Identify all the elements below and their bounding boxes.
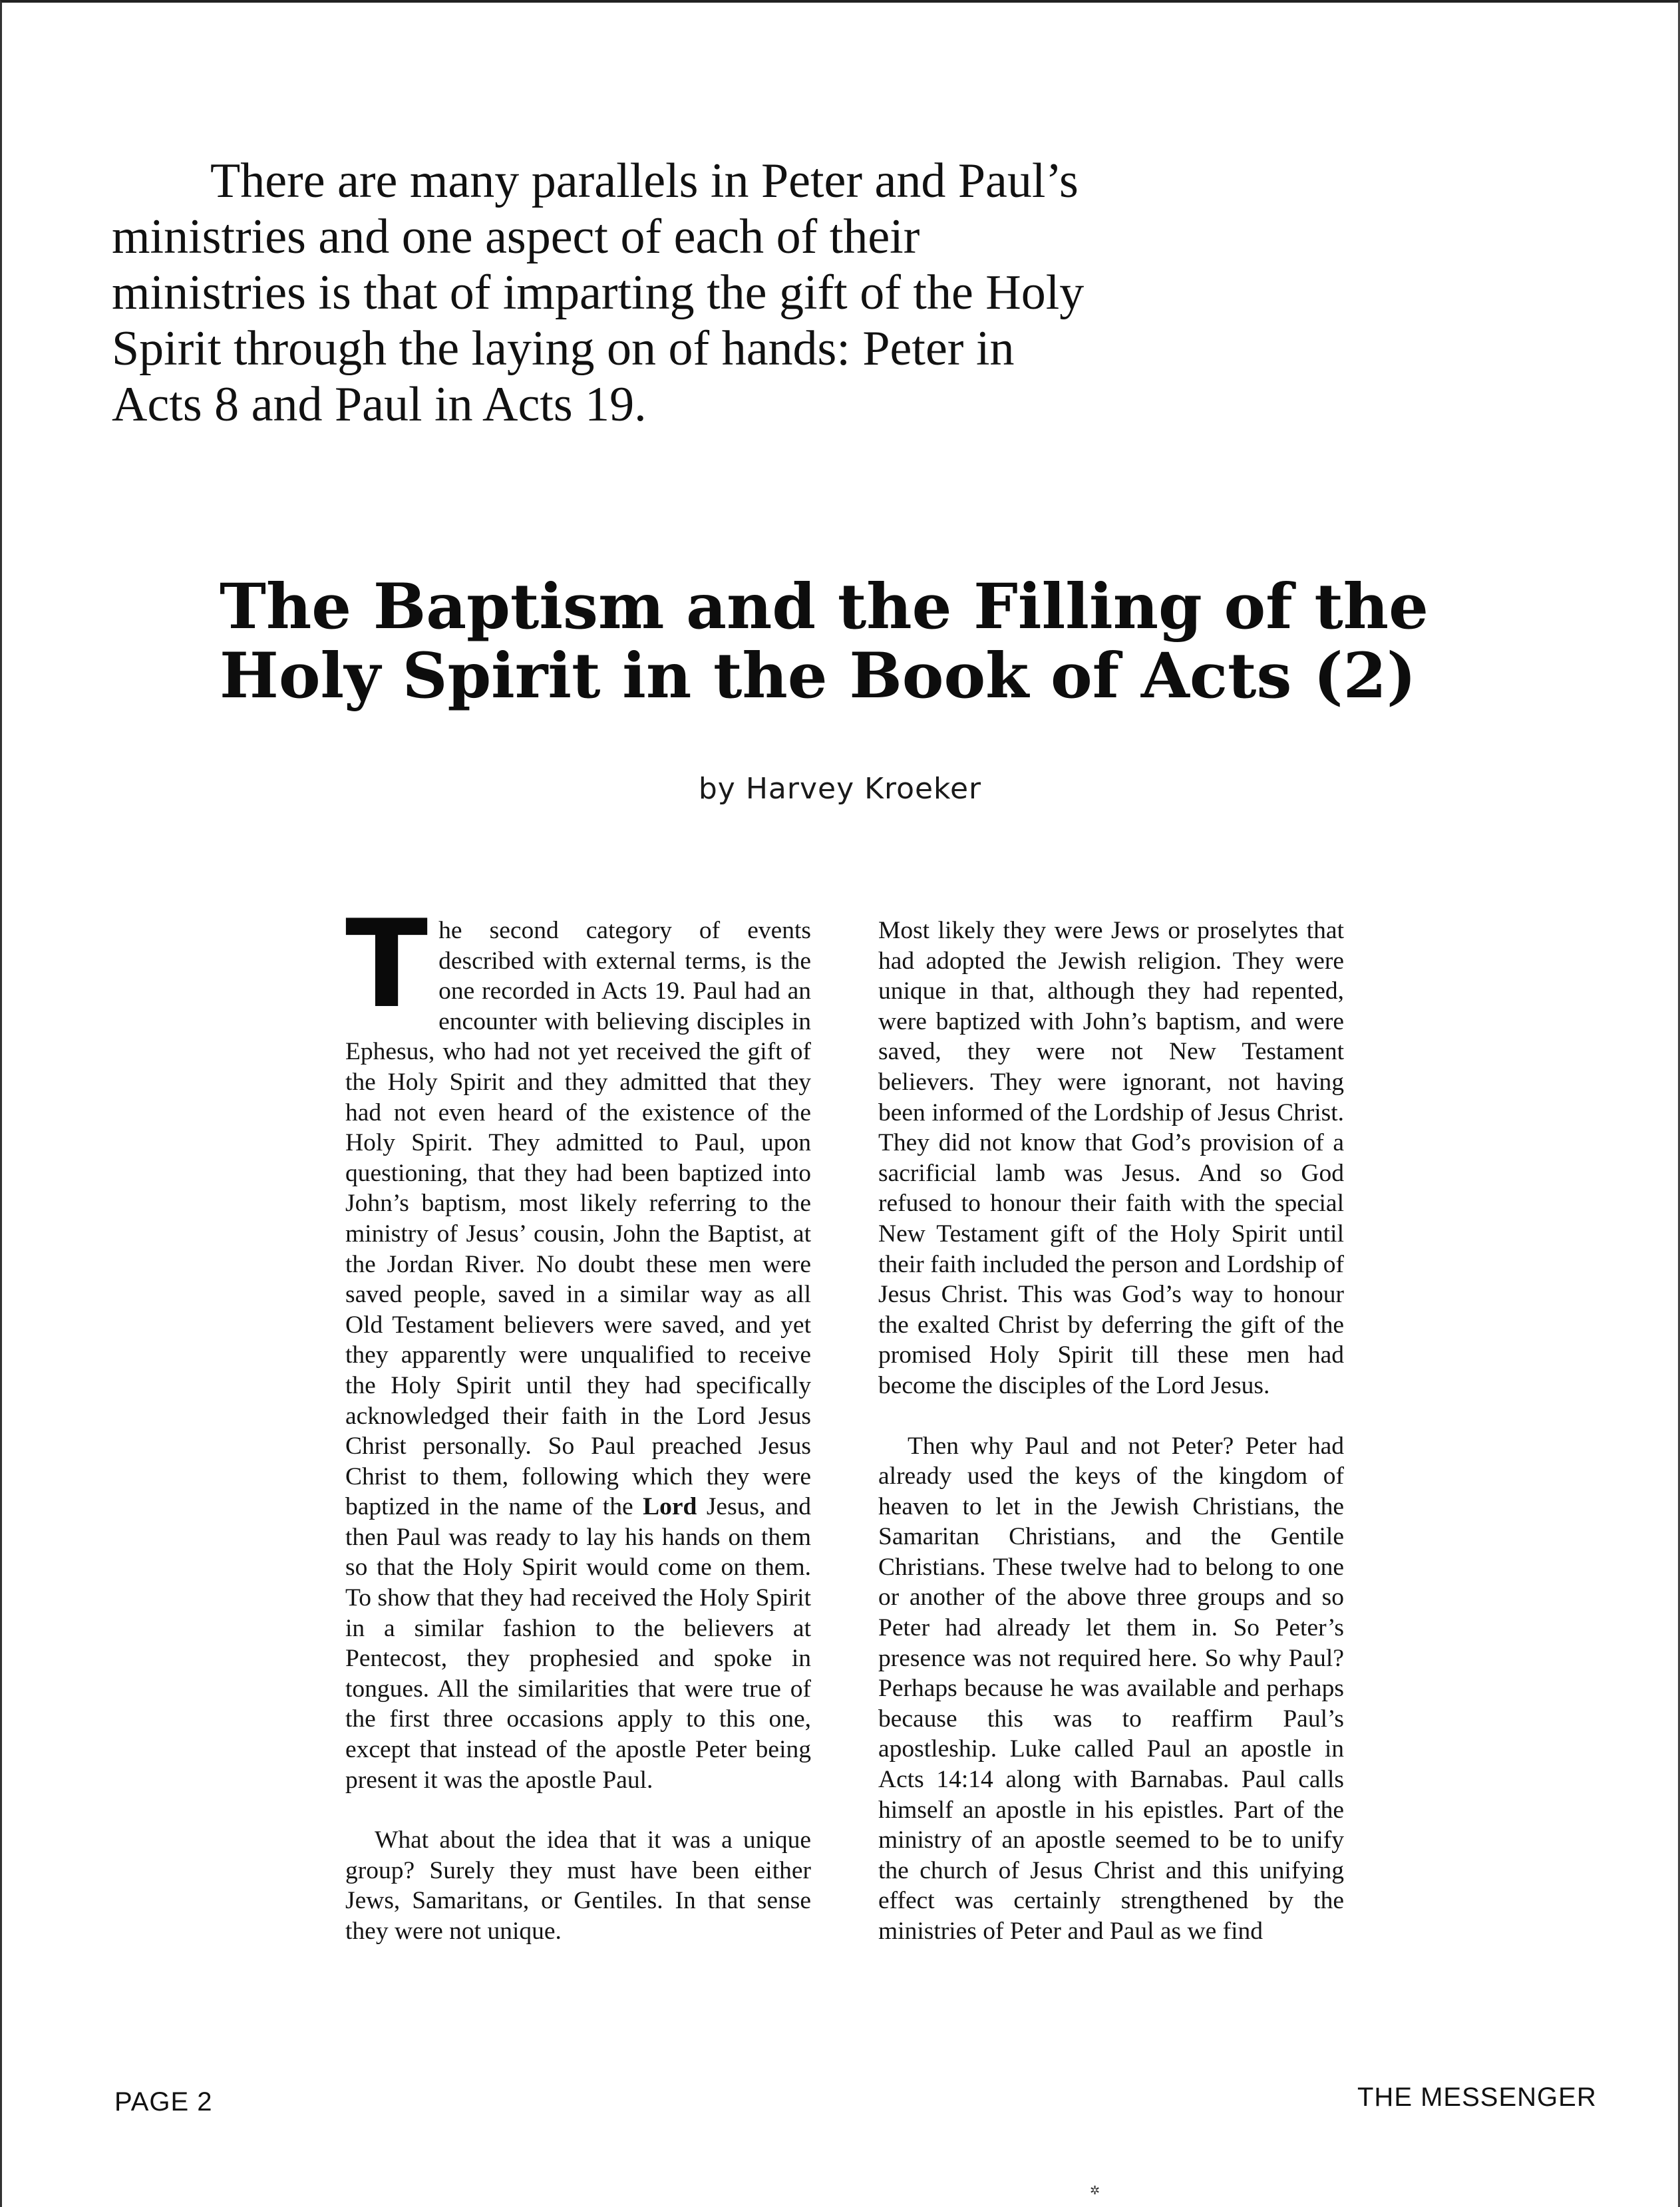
paragraph-2: What about the idea that it was a unique group? Surely they must have been either Jews, Samaritans, or Gentiles. In that sense they were not unique.	[345, 1826, 811, 1945]
paragraph-3: Most likely they were Jews or proselytes that had adopted the Jewish religion. They were unique in that, although they had repented, were baptized with John’s baptism, and were saved, they were not New Testament believers. They were ignorant, not having been informed of the Lordship of Jesus Christ. They did not know that God’s provision of a sacrificial lamb was Jesus. And so God refused to honour their faith with the special New Testament gift of the Holy Spirit until their faith included the person and Lordship of Jesus Christ. This was God’s way to honour the exalted Christ by deferring the gift of the promised Holy Spirit till these men had become the disciples of the Lord Jesus.	[878, 917, 1344, 1399]
pull-quote: There are many parallels in Peter and Paul’s ministries and one aspect of each of their ministries is that of imparting the gift of the Holy Spirit through the laying on of hands: Peter in Acts 8 and Paul in Acts 19.	[112, 154, 1085, 432]
publication-name: THE MESSENGER	[1357, 2083, 1597, 2112]
byline: by Harvey Kroeker	[698, 772, 982, 806]
title-line-2: Holy Spirit in the Book of Acts (2)	[220, 639, 1417, 713]
article-title	[220, 572, 1484, 711]
paragraph-4: Then why Paul and not Peter? Peter had already used the keys of the kingdom of heaven to let in the Jewish Christians, the Samaritan Christians, and the Gentile Christians. These twelve had to belong to one or another of the above three groups and so Peter had already let them in. So Peter’s presence was not required here. So why Paul? Perhaps because he was available and perhaps because this was to reaffirm Paul’s apostleship. Luke called Paul an apostle in Acts 14:14 along with Barnabas. Paul calls himself an apostle in his epistles. Part of the ministry of an apostle seemed to be to unify the church of Jesus Christ and this unifying effect was certainly strengthened by the ministries of Peter and Paul as we find	[878, 1432, 1344, 1945]
paragraph-1-start: he second category of events described with external terms, is the one recorded in Acts 19. Paul had an encounter with believing disciples in Ephesus, who had not yet received the gift of the Holy Spirit and they admitted that they had not even heard of the existence of the Holy Spirit. They admitted to Paul, upon questioning, that they had been baptized into John’s baptism, most likely referring to the ministry of Jesus’ cousin, John the Baptist, at the Jordan River. No doubt these men were saved people, saved in a similar way as all Old Testament believers were saved, and yet they apparently were unqualified to receive the Holy Spirit until they had specifically acknowledged their faith in the Lord Jesus Christ personally. So Paul preached Jesus Christ to them, following which they were baptized in the name of the	[345, 917, 811, 1521]
drop-cap: T	[345, 894, 428, 1035]
paragraph-1-end: Jesus, and then Paul was ready to lay his hands on them so that the Holy Spirit would come on them. To show that they had received the Holy Spirit in a similar fashion to the believers at Pentecost, they prophesied and spoke in tongues. All the similarities that were true of the first three occasions apply to this one, except that instead of the apostle Peter being present it was the apostle Paul.	[345, 1493, 811, 1794]
paragraph-1-bold: Lord	[643, 1493, 697, 1521]
paragraph-gap	[345, 1795, 811, 1825]
paragraph-gap	[878, 1401, 1344, 1431]
paragraph-1	[345, 894, 811, 1795]
page-number: PAGE 2	[114, 2087, 213, 2117]
column-right	[878, 916, 1344, 1947]
title-line-1: The Baptism and the Filling of the	[220, 570, 1428, 643]
ink-smudge-icon: ✲	[1090, 2184, 1100, 2197]
column-left	[345, 894, 811, 1947]
